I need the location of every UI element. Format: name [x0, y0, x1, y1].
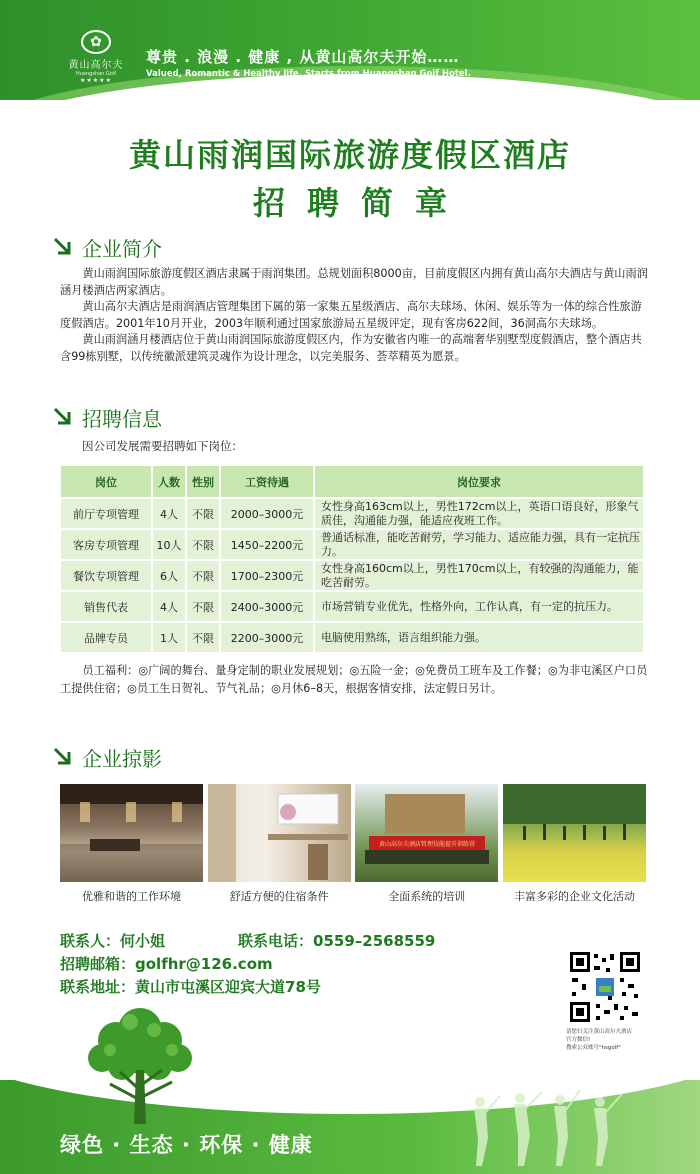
photo-card [60, 784, 203, 904]
slogan-cn: 尊贵 . 浪漫 . 健康 , 从黄山高尔夫开始…… [146, 48, 460, 66]
logo-name: 黄山高尔夫 [68, 60, 124, 71]
cell-requirement: 电脑使用熟练，语言组织能力强。 [314, 622, 644, 653]
column-header: 性别 [186, 465, 220, 498]
page-title: 黄山雨润国际旅游度假区酒店 [128, 136, 571, 174]
cell-count: 10人 [152, 529, 186, 560]
photo-card [208, 784, 351, 904]
tree-icon [80, 1000, 200, 1128]
training-banner-text: 黄山高尔夫酒店管理技能提升训练营 [379, 841, 476, 848]
jobs-table [59, 464, 645, 654]
photo-caption: 丰富多彩的企业文化活动 [513, 890, 635, 903]
cell-count: 4人 [152, 498, 186, 529]
intro-paragraph: 黄山高尔夫酒店是雨润酒店管理集团下属的第一家集五星级酒店、高尔夫球场、休闲、娱乐等为一体的综合性旅游度假酒店。2001年10月开业，2003年顺利通过国家旅游局五星级评定，现有客房622间，36洞高尔夫球场。 [60, 300, 642, 330]
cell-salary: 2400–3000元 [220, 591, 314, 622]
cell-gender: 不限 [186, 591, 220, 622]
arrow-down-right-icon [52, 746, 74, 768]
qr-caption-line: 搜索公众账号"hsgolf" [566, 1045, 621, 1051]
cell-position: 前厅专项管理 [60, 498, 152, 529]
photo-caption: 舒适方便的住宿条件 [229, 890, 329, 903]
cell-position: 餐饮专项管理 [60, 560, 152, 591]
photo-activity [503, 784, 646, 882]
qr-caption [566, 1028, 650, 1052]
cell-requirement: 女性身高160cm以上，男性170cm以上，有较强的沟通能力，能吃苦耐劳。 [314, 560, 644, 591]
contact-phone-line [238, 930, 435, 951]
table-row [60, 498, 644, 529]
cell-count: 4人 [152, 591, 186, 622]
contact-email-label: 招聘邮箱： [60, 955, 136, 973]
section-recruit [52, 404, 162, 430]
intro-paragraph: 黄山雨润国际旅游度假区酒店隶属于雨润集团。总规划面积8000亩，目前度假区内拥有黄山高尔夫酒店与黄山雨润涵月楼酒店两家酒店。 [60, 267, 648, 297]
recruit-intro: 因公司发展需要招聘如下岗位： [82, 439, 243, 453]
contact-phone-label: 联系电话： [238, 932, 314, 950]
contact-person-line [60, 930, 165, 951]
qr-code [568, 950, 642, 1024]
cell-requirement: 女性身高163cm以上，男性172cm以上，英语口语良好，形象气质佳，沟通能力强，能适应夜班工作。 [314, 498, 644, 529]
logo-en: Huangshan Golf [75, 71, 116, 77]
section-company [52, 234, 162, 260]
photo-card [503, 784, 646, 904]
photo-caption: 全面系统的培训 [388, 890, 466, 903]
photo-card [355, 784, 498, 904]
photo-lobby [60, 784, 203, 882]
photo-caption: 优雅和谐的工作环境 [82, 890, 181, 903]
column-header: 工资待遇 [220, 465, 314, 498]
contact-address-line [60, 976, 321, 997]
column-header: 岗位 [60, 465, 152, 498]
arrow-down-right-icon [52, 406, 74, 428]
cell-count: 6人 [152, 560, 186, 591]
qr-caption-line: 请您扫关注黄山高尔夫酒店 [566, 1029, 633, 1035]
contact-person-label: 联系人： [60, 932, 121, 950]
table-row [60, 560, 644, 591]
cell-salary: 2200–3000元 [220, 622, 314, 653]
company-intro [60, 266, 650, 365]
cell-salary: 1450–2200元 [220, 529, 314, 560]
table-row [60, 622, 644, 653]
contact-email: golfhr@126.com [135, 955, 273, 973]
cell-salary: 2000–3000元 [220, 498, 314, 529]
column-header: 人数 [152, 465, 186, 498]
golfer-silhouettes-icon [460, 1088, 630, 1168]
cell-position: 客房专项管理 [60, 529, 152, 560]
page-subtitle: 招聘简章 [252, 184, 469, 222]
cell-requirement: 普通话标准，能吃苦耐劳，学习能力、适应能力强，具有一定抗压力。 [314, 529, 644, 560]
qr-caption-line: 官方微信! [566, 1037, 591, 1043]
intro-paragraph: 黄山雨润涵月楼酒店位于黄山雨润国际旅游度假区内，作为安徽省内唯一的高端奢华别墅型度假酒店，整个酒店共含99栋别墅，以传统徽派建筑灵魂作为设计理念，以完美服务、荟萃精英为愿景。 [60, 333, 642, 363]
contact-address-label: 联系地址： [60, 978, 136, 996]
column-header: 岗位要求 [314, 465, 644, 498]
logo-stars: ★★★★★ [80, 77, 112, 84]
arrow-down-right-icon [52, 236, 74, 258]
cell-gender: 不限 [186, 622, 220, 653]
photo-gallery [60, 784, 646, 904]
cell-position: 销售代表 [60, 591, 152, 622]
photo-training [355, 784, 498, 882]
contact-email-line [60, 953, 273, 974]
table-row [60, 529, 644, 560]
table-row [60, 591, 644, 622]
cell-position: 品牌专员 [60, 622, 152, 653]
cell-gender: 不限 [186, 560, 220, 591]
section-heading: 企业简介 [82, 236, 162, 261]
photo-room [208, 784, 351, 882]
contact-person: 何小姐 [120, 932, 166, 950]
cell-gender: 不限 [186, 529, 220, 560]
section-heading: 招聘信息 [82, 406, 162, 431]
cell-count: 1人 [152, 622, 186, 653]
section-gallery [52, 744, 162, 770]
table-header-row [60, 465, 644, 498]
hotel-logo [66, 30, 126, 88]
contact-phone: 0559–2568559 [313, 932, 436, 950]
welfare-text: 员工福利：◎广阔的舞台、量身定制的职业发展规划；◎五险一金；◎免费员工班车及工作餐；◎为非屯溪区户口员工提供住宿；◎员工生日贺礼、节气礼品；◎月休6–8天，根据客情安排，法定假日另计。 [60, 664, 648, 695]
contact-address: 黄山市屯溪区迎宾大道78号 [135, 978, 321, 996]
cell-requirement: 市场营销专业优先，性格外向，工作认真，有一定的抗压力。 [314, 591, 644, 622]
cell-gender: 不限 [186, 498, 220, 529]
section-heading: 企业掠影 [82, 746, 162, 771]
cell-salary: 1700–2300元 [220, 560, 314, 591]
slogan-en: Valued, Romantic & Healthy life, Starts from Huangshan Golf Hotel. [146, 69, 471, 79]
footer-slogan: 绿色 · 生态 · 环保 · 健康 [60, 1133, 313, 1157]
logo-mark-icon: ✿ [81, 30, 111, 54]
